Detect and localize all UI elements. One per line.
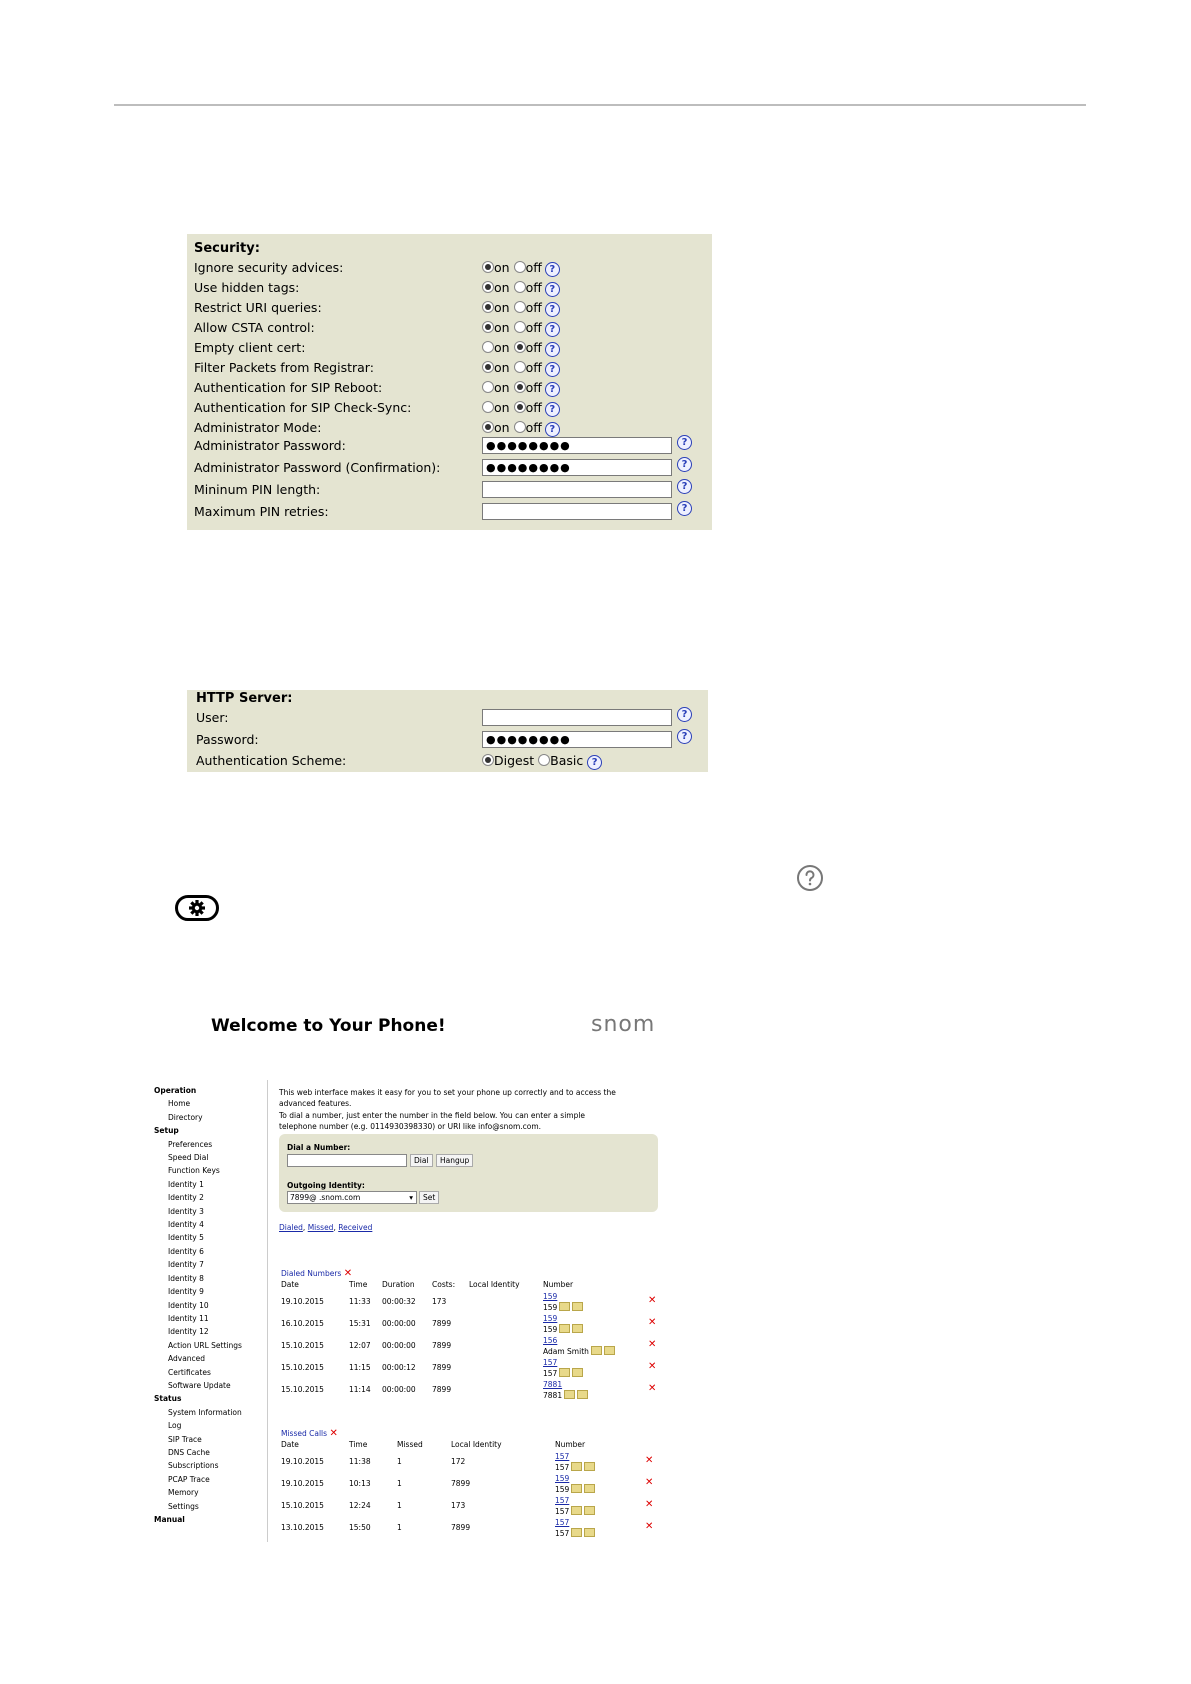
number-value: 7881 bbox=[543, 1391, 563, 1400]
number-value: 157 bbox=[555, 1529, 570, 1538]
on-radio[interactable] bbox=[482, 361, 494, 373]
delete-icon[interactable]: ✕ bbox=[645, 1455, 654, 1466]
intro-line: This web interface makes it easy for you to set your phone up correctly and to access the bbox=[279, 1088, 616, 1097]
security-field-row bbox=[187, 438, 712, 456]
on-label: on bbox=[494, 400, 510, 415]
table-cell: 7899 bbox=[432, 1319, 452, 1328]
on-label: on bbox=[494, 420, 510, 435]
number-link[interactable]: 157 bbox=[555, 1518, 570, 1527]
nav-item[interactable]: Identity 8 bbox=[168, 1273, 204, 1283]
off-radio[interactable] bbox=[514, 361, 526, 373]
delete-icon[interactable]: ✕ bbox=[648, 1339, 657, 1350]
delete-icon[interactable]: ✕ bbox=[648, 1295, 657, 1306]
edit-icon[interactable] bbox=[584, 1528, 595, 1537]
table-cell: 10:13 bbox=[349, 1479, 371, 1488]
basic-radio[interactable] bbox=[538, 754, 550, 766]
table-cell: 16.10.2015 bbox=[281, 1319, 324, 1328]
http-user-label: User: bbox=[196, 710, 229, 725]
intro-line: advanced features. bbox=[279, 1099, 352, 1109]
on-label: on bbox=[494, 300, 510, 315]
help-icon[interactable]: ? bbox=[545, 262, 560, 277]
table-header: Date bbox=[281, 1280, 299, 1289]
nav-item[interactable]: Identity 6 bbox=[168, 1246, 204, 1256]
dial-button[interactable]: Dial bbox=[410, 1154, 433, 1167]
delete-icon[interactable]: ✕ bbox=[343, 1268, 353, 1279]
on-off-toggle bbox=[482, 300, 560, 317]
security-row-label: Allow CSTA control: bbox=[194, 320, 315, 335]
on-off-toggle bbox=[482, 360, 560, 377]
table-cell: 11:38 bbox=[349, 1457, 371, 1466]
nav-section: Operation bbox=[154, 1086, 197, 1095]
table-cell: 7899 bbox=[432, 1341, 452, 1350]
security-row-label: Administrator Mode: bbox=[194, 420, 322, 435]
nav-section: Setup bbox=[154, 1126, 179, 1136]
security-row bbox=[187, 360, 712, 378]
off-label: off bbox=[525, 300, 542, 315]
number-link[interactable]: 159 bbox=[543, 1292, 558, 1301]
nav-section: Status bbox=[154, 1394, 182, 1404]
dial-input[interactable] bbox=[287, 1154, 407, 1167]
table-cell: 1 bbox=[397, 1523, 402, 1532]
off-radio[interactable] bbox=[514, 261, 526, 273]
help-icon[interactable]: ? bbox=[545, 302, 560, 317]
on-off-toggle bbox=[482, 420, 560, 437]
nav-item[interactable]: Identity 4 bbox=[168, 1220, 204, 1230]
digest-radio[interactable] bbox=[482, 754, 494, 766]
nav-item[interactable]: Settings bbox=[168, 1501, 199, 1511]
edit-icon[interactable] bbox=[591, 1346, 602, 1355]
number-cell bbox=[543, 1324, 583, 1334]
on-label: on bbox=[494, 320, 510, 335]
nav-item[interactable]: Identity 7 bbox=[168, 1260, 204, 1270]
table-cell: 00:00:00 bbox=[382, 1385, 416, 1394]
intro-line: telephone number (e.g. 0114930398330) or URI like info@snom.com. bbox=[279, 1121, 542, 1131]
delete-icon[interactable]: ✕ bbox=[329, 1428, 338, 1439]
table-cell: 12:07 bbox=[349, 1341, 371, 1350]
table-cell: 15.10.2015 bbox=[281, 1341, 324, 1350]
nav-item[interactable]: Identity 9 bbox=[168, 1287, 204, 1297]
help-icon[interactable]: ? bbox=[677, 707, 692, 722]
identity-select[interactable] bbox=[287, 1191, 417, 1204]
nav-item[interactable]: Directory bbox=[168, 1112, 203, 1122]
edit-icon[interactable] bbox=[584, 1484, 595, 1493]
help-icon[interactable]: ? bbox=[545, 322, 560, 337]
table-cell: 15.10.2015 bbox=[281, 1385, 324, 1394]
missed-link[interactable]: Missed bbox=[307, 1223, 334, 1232]
help-icon[interactable]: ? bbox=[545, 422, 560, 437]
table-cell: 00:00:00 bbox=[382, 1319, 416, 1328]
security-row bbox=[187, 420, 712, 438]
nav-item[interactable]: Home bbox=[168, 1099, 191, 1109]
table-header: Duration bbox=[382, 1280, 415, 1289]
missed-title-text: Missed Calls bbox=[281, 1429, 328, 1438]
on-radio[interactable] bbox=[482, 341, 494, 353]
nav-item[interactable]: Identity 1 bbox=[168, 1179, 204, 1189]
intro-text bbox=[279, 1087, 616, 1132]
edit-icon[interactable] bbox=[571, 1484, 582, 1493]
security-row-label: Use hidden tags: bbox=[194, 280, 300, 295]
set-button[interactable]: Set bbox=[419, 1191, 439, 1204]
on-radio[interactable] bbox=[482, 401, 494, 413]
table-header: Costs: bbox=[432, 1280, 456, 1289]
security-row-label: Ignore security advices: bbox=[194, 260, 344, 275]
on-off-toggle bbox=[482, 380, 560, 397]
help-icon[interactable]: ? bbox=[545, 342, 560, 357]
nav-item[interactable]: SIP Trace bbox=[168, 1434, 202, 1444]
nav-section: Manual bbox=[154, 1515, 185, 1524]
number-link[interactable]: 157 bbox=[555, 1496, 570, 1505]
delete-icon[interactable]: ✕ bbox=[648, 1383, 657, 1394]
intro-line: To dial a number, just enter the number in the field below. You can enter a simple bbox=[279, 1110, 586, 1120]
number-link[interactable]: 157 bbox=[555, 1452, 570, 1461]
table-cell: 7899 bbox=[432, 1363, 452, 1372]
off-radio[interactable] bbox=[514, 421, 526, 433]
nav-item[interactable]: System Information bbox=[168, 1407, 242, 1417]
table-cell: 173 bbox=[432, 1297, 447, 1306]
security-field-label: Administrator Password: bbox=[194, 438, 346, 453]
help-icon[interactable]: ? bbox=[677, 457, 692, 472]
on-radio[interactable] bbox=[482, 261, 494, 273]
security-panel bbox=[187, 234, 712, 530]
identity-label: Outgoing Identity: bbox=[287, 1181, 365, 1190]
number-value: 159 bbox=[543, 1325, 558, 1334]
nav-item[interactable]: Action URL Settings bbox=[168, 1340, 242, 1350]
table-cell: 13.10.2015 bbox=[281, 1523, 324, 1532]
off-label: off bbox=[525, 420, 542, 435]
on-off-toggle bbox=[482, 400, 560, 417]
number-cell bbox=[543, 1302, 583, 1312]
basic-label: Basic bbox=[550, 753, 584, 768]
security-row-label: Filter Packets from Registrar: bbox=[194, 360, 374, 375]
table-header: Number bbox=[543, 1280, 574, 1289]
web-nav bbox=[154, 1084, 242, 1526]
number-value: Adam Smith bbox=[543, 1347, 589, 1356]
delete-icon[interactable]: ✕ bbox=[648, 1317, 657, 1328]
table-cell: 15.10.2015 bbox=[281, 1501, 324, 1510]
number-cell bbox=[555, 1506, 595, 1516]
security-row-label: Authentication for SIP Check-Sync: bbox=[194, 400, 412, 415]
number-cell bbox=[543, 1368, 583, 1378]
received-link[interactable]: Received bbox=[338, 1223, 373, 1232]
on-radio[interactable] bbox=[482, 381, 494, 393]
missed-title bbox=[281, 1428, 338, 1439]
help-icon[interactable]: ? bbox=[677, 479, 692, 494]
security-row-label: Restrict URI queries: bbox=[194, 300, 322, 315]
edit-icon[interactable] bbox=[559, 1324, 570, 1333]
on-radio[interactable] bbox=[482, 321, 494, 333]
hangup-button[interactable]: Hangup bbox=[436, 1154, 473, 1167]
on-label: on bbox=[494, 260, 510, 275]
security-field-input[interactable]: ●●●●●●●● bbox=[482, 459, 672, 476]
on-label: on bbox=[494, 280, 510, 295]
table-cell: 00:00:12 bbox=[382, 1363, 416, 1372]
off-radio[interactable] bbox=[514, 341, 526, 353]
edit-icon[interactable] bbox=[577, 1390, 588, 1399]
table-cell: 7899 bbox=[432, 1385, 452, 1394]
table-cell: 19.10.2015 bbox=[281, 1479, 324, 1488]
off-label: off bbox=[525, 260, 542, 275]
nav-item[interactable]: Subscriptions bbox=[168, 1461, 219, 1471]
number-link[interactable]: 159 bbox=[543, 1314, 558, 1323]
table-cell: 11:33 bbox=[349, 1297, 371, 1306]
http-user-input[interactable] bbox=[482, 709, 672, 726]
gear-key-icon bbox=[175, 895, 219, 925]
off-label: off bbox=[525, 340, 542, 355]
table-cell: 15.10.2015 bbox=[281, 1363, 324, 1372]
nav-item[interactable]: Identity 5 bbox=[168, 1233, 204, 1243]
nav-item[interactable]: Memory bbox=[168, 1488, 199, 1498]
table-header: Local Identity bbox=[469, 1280, 520, 1289]
security-row bbox=[187, 260, 712, 278]
security-field-row bbox=[187, 460, 712, 478]
off-label: off bbox=[525, 380, 542, 395]
table-cell: 11:14 bbox=[349, 1385, 371, 1394]
number-cell bbox=[543, 1346, 615, 1356]
dialed-title bbox=[281, 1268, 352, 1279]
number-cell bbox=[555, 1528, 595, 1538]
nav-item[interactable]: Certificates bbox=[168, 1367, 211, 1377]
nav-item[interactable]: DNS Cache bbox=[168, 1447, 210, 1457]
number-value: 157 bbox=[543, 1369, 558, 1378]
number-value: 159 bbox=[555, 1485, 570, 1494]
on-label: on bbox=[494, 340, 510, 355]
edit-icon[interactable] bbox=[559, 1368, 570, 1377]
nav-item[interactable]: Advanced bbox=[168, 1354, 206, 1364]
help-icon[interactable]: ? bbox=[545, 282, 560, 297]
delete-icon[interactable]: ✕ bbox=[645, 1521, 654, 1532]
number-link[interactable]: 159 bbox=[555, 1474, 570, 1483]
number-value: 157 bbox=[555, 1507, 570, 1516]
security-row bbox=[187, 320, 712, 338]
edit-icon[interactable] bbox=[571, 1462, 582, 1471]
nav-divider bbox=[267, 1080, 268, 1542]
help-icon[interactable]: ? bbox=[545, 362, 560, 377]
edit-icon[interactable] bbox=[564, 1390, 575, 1399]
http-title: HTTP Server: bbox=[196, 691, 293, 706]
nav-item[interactable]: Preferences bbox=[168, 1139, 213, 1149]
number-link[interactable]: 156 bbox=[543, 1336, 558, 1345]
help-circle-icon bbox=[796, 864, 824, 896]
security-title: Security: bbox=[194, 241, 260, 256]
table-cell: 15:31 bbox=[349, 1319, 371, 1328]
nav-item[interactable]: Log bbox=[168, 1421, 182, 1431]
on-label: on bbox=[494, 380, 510, 395]
off-label: off bbox=[525, 280, 542, 295]
number-cell bbox=[555, 1462, 595, 1472]
on-off-toggle bbox=[482, 280, 560, 297]
on-radio[interactable] bbox=[482, 421, 494, 433]
on-off-toggle bbox=[482, 320, 560, 337]
number-cell bbox=[543, 1390, 588, 1400]
welcome-title: Welcome to Your Phone! bbox=[211, 1016, 446, 1036]
table-cell: 19.10.2015 bbox=[281, 1297, 324, 1306]
security-row bbox=[187, 400, 712, 418]
http-password-label: Password: bbox=[196, 732, 259, 747]
snom-logo: snom bbox=[591, 1012, 656, 1037]
dial-box bbox=[279, 1134, 658, 1212]
security-field-label: Maximum PIN retries: bbox=[194, 504, 329, 519]
edit-icon[interactable] bbox=[571, 1528, 582, 1537]
edit-icon[interactable] bbox=[571, 1506, 582, 1515]
on-off-toggle bbox=[482, 260, 560, 277]
table-cell: 12:24 bbox=[349, 1501, 371, 1510]
table-cell: 00:00:32 bbox=[382, 1297, 416, 1306]
off-radio[interactable] bbox=[514, 281, 526, 293]
table-cell: 1 bbox=[397, 1457, 402, 1466]
number-link[interactable]: 7881 bbox=[543, 1380, 563, 1389]
chevron-down-icon: ▾ bbox=[409, 1193, 413, 1202]
delete-icon[interactable]: ✕ bbox=[645, 1477, 654, 1488]
http-password-input[interactable]: ●●●●●●●● bbox=[482, 731, 672, 748]
table-cell: 15:50 bbox=[349, 1523, 371, 1532]
help-icon[interactable]: ? bbox=[545, 402, 560, 417]
table-cell: 1 bbox=[397, 1501, 402, 1510]
nav-item[interactable]: Speed Dial bbox=[168, 1153, 209, 1163]
table-cell: 173 bbox=[451, 1501, 466, 1510]
security-row bbox=[187, 280, 712, 298]
security-row bbox=[187, 380, 712, 398]
table-cell: 7899 bbox=[451, 1479, 471, 1488]
table-cell: 19.10.2015 bbox=[281, 1457, 324, 1466]
table-cell: 7899 bbox=[451, 1523, 471, 1532]
help-icon[interactable]: ? bbox=[677, 501, 692, 516]
edit-icon[interactable] bbox=[604, 1346, 615, 1355]
table-header: Number bbox=[555, 1440, 586, 1449]
security-field-row bbox=[187, 504, 712, 522]
help-icon[interactable]: ? bbox=[587, 755, 602, 770]
nav-item[interactable]: Identity 12 bbox=[168, 1327, 209, 1337]
security-field-label: Mininum PIN length: bbox=[194, 482, 321, 497]
help-icon[interactable]: ? bbox=[545, 382, 560, 397]
security-row-label: Empty client cert: bbox=[194, 340, 306, 355]
edit-icon[interactable] bbox=[572, 1324, 583, 1333]
security-row bbox=[187, 340, 712, 358]
nav-item[interactable]: Function Keys bbox=[168, 1166, 220, 1176]
edit-icon[interactable] bbox=[559, 1302, 570, 1311]
table-cell: 00:00:00 bbox=[382, 1341, 416, 1350]
off-radio[interactable] bbox=[514, 381, 526, 393]
nav-item[interactable]: Identity 3 bbox=[168, 1206, 204, 1216]
edit-icon[interactable] bbox=[572, 1302, 583, 1311]
table-header: Missed bbox=[397, 1440, 423, 1449]
identity-value: 7899@ .snom.com bbox=[290, 1193, 361, 1202]
nav-item[interactable]: Software Update bbox=[168, 1380, 231, 1390]
number-value: 159 bbox=[543, 1303, 558, 1312]
security-field-row bbox=[187, 482, 712, 500]
on-radio[interactable] bbox=[482, 301, 494, 313]
edit-icon[interactable] bbox=[584, 1462, 595, 1471]
security-field-input[interactable] bbox=[482, 503, 672, 520]
http-scheme-label: Authentication Scheme: bbox=[196, 753, 347, 768]
delete-icon[interactable]: ✕ bbox=[645, 1499, 654, 1510]
delete-icon[interactable]: ✕ bbox=[648, 1361, 657, 1372]
table-header: Time bbox=[349, 1280, 368, 1289]
off-radio[interactable] bbox=[514, 321, 526, 333]
table-cell: 11:15 bbox=[349, 1363, 371, 1372]
edit-icon[interactable] bbox=[572, 1368, 583, 1377]
header-rule bbox=[114, 104, 1086, 106]
help-icon[interactable]: ? bbox=[677, 729, 692, 744]
on-radio[interactable] bbox=[482, 281, 494, 293]
number-cell bbox=[555, 1484, 595, 1494]
call-lists-links: Dialed, Missed, Received bbox=[279, 1223, 373, 1232]
http-server-panel bbox=[187, 690, 708, 772]
off-radio[interactable] bbox=[514, 401, 526, 413]
digest-label: Digest bbox=[494, 753, 535, 768]
security-row bbox=[187, 300, 712, 318]
table-header: Date bbox=[281, 1440, 299, 1449]
help-icon[interactable]: ? bbox=[677, 435, 692, 450]
off-label: off bbox=[525, 400, 542, 415]
edit-icon[interactable] bbox=[584, 1506, 595, 1515]
nav-item[interactable]: Identity 2 bbox=[168, 1193, 204, 1203]
off-label: off bbox=[525, 320, 542, 335]
on-off-toggle bbox=[482, 340, 560, 357]
off-radio[interactable] bbox=[514, 301, 526, 313]
on-label: on bbox=[494, 360, 510, 375]
security-field-input[interactable]: ●●●●●●●● bbox=[482, 437, 672, 454]
off-label: off bbox=[525, 360, 542, 375]
number-value: 157 bbox=[555, 1463, 570, 1472]
security-field-input[interactable] bbox=[482, 481, 672, 498]
security-row-label: Authentication for SIP Reboot: bbox=[194, 380, 383, 395]
table-cell: 172 bbox=[451, 1457, 466, 1466]
table-cell: 1 bbox=[397, 1479, 402, 1488]
dialed-title-text: Dialed Numbers bbox=[281, 1269, 342, 1278]
nav-item[interactable]: Identity 10 bbox=[168, 1300, 209, 1310]
number-link[interactable]: 157 bbox=[543, 1358, 558, 1367]
table-header: Time bbox=[349, 1440, 368, 1449]
table-header: Local Identity bbox=[451, 1440, 502, 1449]
nav-item[interactable]: PCAP Trace bbox=[168, 1474, 210, 1484]
nav-item[interactable]: Identity 11 bbox=[168, 1313, 209, 1323]
security-field-label: Administrator Password (Confirmation): bbox=[194, 460, 441, 475]
dialed-link[interactable]: Dialed bbox=[279, 1223, 303, 1232]
dial-label: Dial a Number: bbox=[287, 1143, 351, 1152]
